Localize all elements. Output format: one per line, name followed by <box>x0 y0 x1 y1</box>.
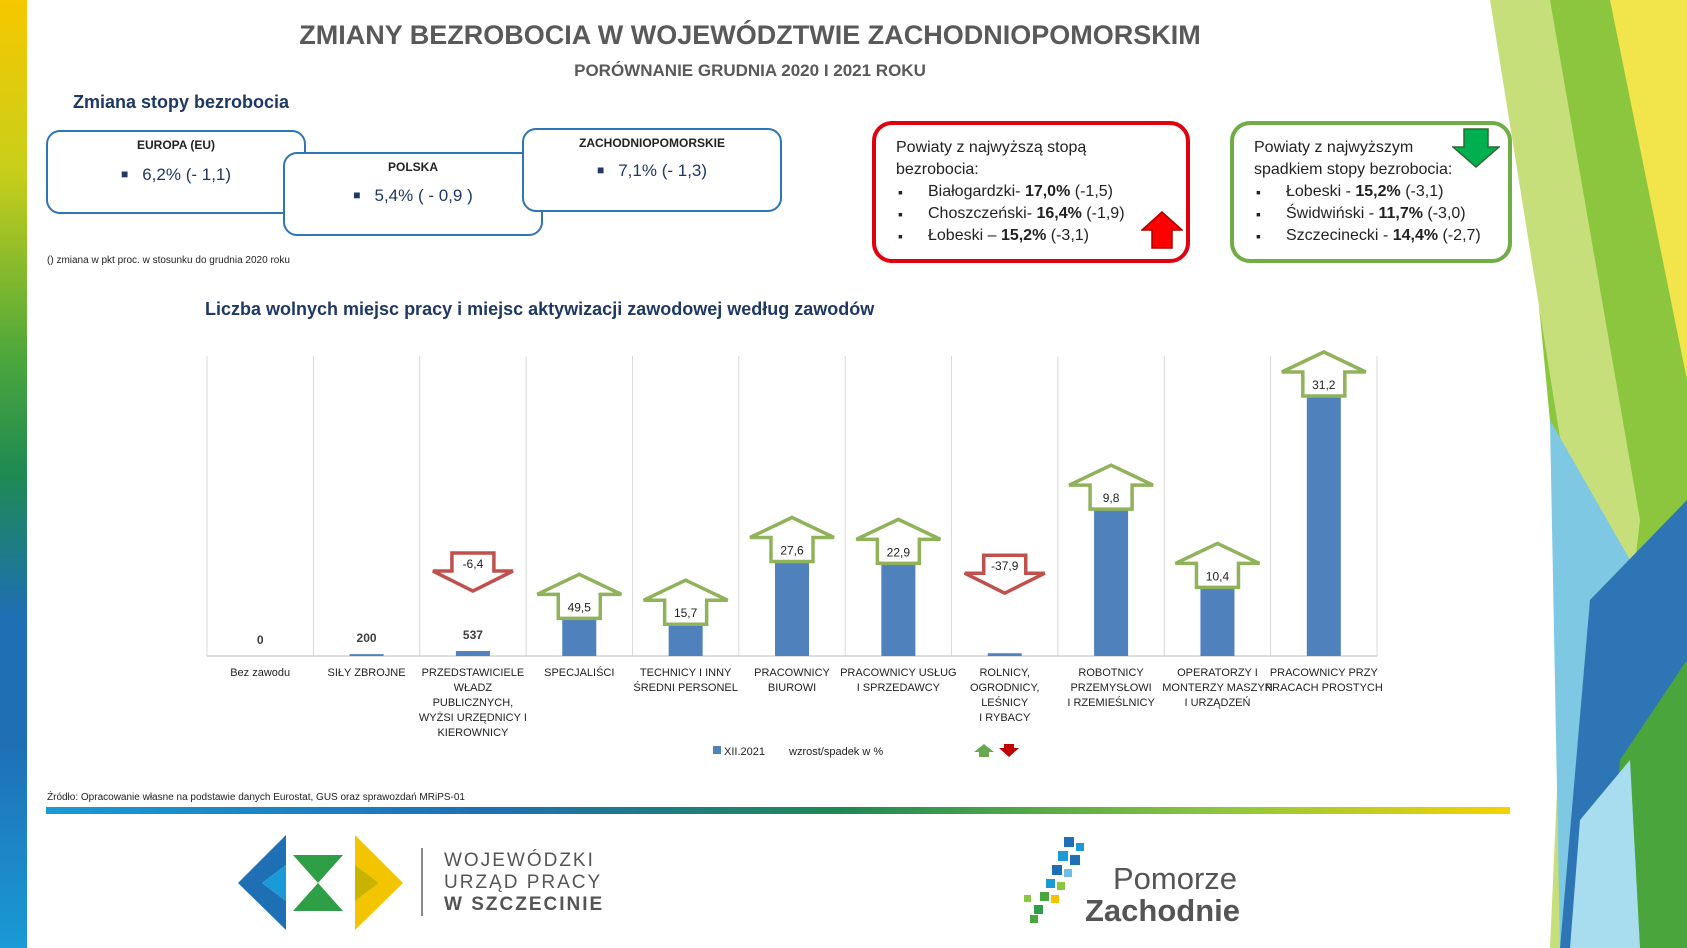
region-value: 7,1% (- 1,3) <box>618 161 708 180</box>
source-note: Źródło: Opracowanie własne na podstawie danych Eurostat, GUS oraz sprawozdań MRiPS-01 <box>47 792 465 803</box>
wup-line3a: W <box>444 894 464 915</box>
wup-logo-text <box>444 850 604 916</box>
legend-change-label: wzrost/spadek w % <box>789 746 884 758</box>
poland-label: POLSKA <box>387 160 438 174</box>
change-label: 10,4 <box>1205 569 1230 584</box>
bar <box>988 653 1022 656</box>
bar <box>1200 579 1234 656</box>
county-change: (-3,1) <box>1400 183 1444 200</box>
category-label: PRACOWNICY PRZY <box>1269 667 1378 679</box>
category-label: SPECJALIŚCI <box>544 667 615 679</box>
change-label: 49,5 <box>567 600 591 615</box>
region-label: ZACHODNIOPOMORSKIE <box>578 136 725 150</box>
bar <box>456 651 490 656</box>
bar <box>1094 501 1128 656</box>
highest-title-line2: bezrobocia: <box>896 161 979 178</box>
bar <box>881 555 915 656</box>
category-label: PRZEDSTAWICIELE <box>421 667 525 679</box>
legend-down-arrow-icon <box>999 744 1019 757</box>
category-label: SIŁY ZBROJNE <box>327 667 406 679</box>
bar <box>1307 380 1341 656</box>
bar <box>350 654 384 656</box>
category-label: PRZEMYSŁOWI <box>1070 682 1152 694</box>
change-label: 22,9 <box>886 545 911 560</box>
pz-line2: Zachodnie <box>1085 893 1241 928</box>
county-rate: 11,7% <box>1378 205 1423 222</box>
county-name: Świdwiński - <box>1286 205 1379 222</box>
county-name: Białogardzki- <box>928 183 1025 200</box>
europe-value: 6,2% (- 1,1) <box>142 165 232 184</box>
pomorze-zachodnie-logo-icon <box>1022 835 1092 930</box>
category-label: OPERATORZY I <box>1177 667 1258 679</box>
category-label: PRACOWNICY USŁUG <box>840 667 957 679</box>
category-label: I SPRZEDAWCY <box>856 682 941 694</box>
change-label: 27,6 <box>780 543 804 558</box>
county-change: (-2,7) <box>1438 227 1481 244</box>
change-label: 31,2 <box>1312 378 1336 392</box>
category-label: ROBOTNICY <box>1078 667 1144 679</box>
change-label: -37,9 <box>991 559 1019 574</box>
county-change: (-1,9) <box>1081 205 1125 222</box>
europe-label: EUROPA (EU) <box>137 138 215 152</box>
category-label: PRACOWNICY <box>754 667 830 679</box>
category-label: MONTERZY MASZYN <box>1162 682 1273 694</box>
category-label: ŚREDNI PERSONEL <box>633 682 738 694</box>
bar-value-label: 537 <box>462 628 483 643</box>
page-subtitle: PORÓWNANIE GRUDNIA 2020 I 2021 ROKU <box>574 61 926 80</box>
wup-line3b: SZCZECINIE <box>471 894 605 915</box>
category-label: I RZEMIEŚLNICY <box>1067 697 1155 709</box>
highest-title-line1: Powiaty z najwyższą stopą <box>896 139 1087 156</box>
category-label: ROLNICY, <box>979 667 1031 679</box>
pomorze-zachodnie-text <box>1085 863 1240 927</box>
county-name: Łobeski – <box>928 227 1001 244</box>
legend-series-label: XII.2021 <box>724 746 765 758</box>
bar <box>775 553 809 656</box>
county-rate: 16,4% <box>1036 205 1082 222</box>
category-label: LEŚNICY <box>981 697 1029 709</box>
category-label: Bez zawodu <box>230 667 291 679</box>
bar-value-label: 0 <box>256 633 264 647</box>
county-rate: 14,4% <box>1392 227 1439 244</box>
bullet-icon: ■ <box>596 163 605 177</box>
pz-line1: Pomorze <box>1113 861 1238 896</box>
county-rate: 17,0% <box>1024 183 1071 200</box>
wup-logo-icon <box>238 835 403 930</box>
legend-up-arrow-icon <box>974 744 994 757</box>
category-label: BIUROWI <box>767 682 817 694</box>
bullet-icon: ■ <box>120 167 129 181</box>
county-change: (-1,5) <box>1070 183 1113 200</box>
chart-title: Liczba wolnych miejsc pracy i miejsc aktywizacji zawodowej według zawodów <box>205 299 875 319</box>
decline-title-line1: Powiaty z najwyższym <box>1254 139 1414 156</box>
category-label: TECHNICY I INNY <box>639 667 732 679</box>
category-label: PRACACH PROSTYCH <box>1264 682 1383 694</box>
category-label: I URZĄDZEŃ <box>1184 697 1251 709</box>
change-label: -6,4 <box>462 557 484 572</box>
logo-divider <box>421 848 423 916</box>
wup-line2: URZĄD PRACY <box>444 872 603 893</box>
change-label: 9,8 <box>1102 491 1120 506</box>
county-change: (-3,0) <box>1422 205 1466 222</box>
county-name: Łobeski - <box>1286 183 1356 200</box>
decline-title-line2: spadkiem stopy bezrobocia: <box>1254 161 1453 178</box>
footer-gradient-line <box>46 807 1510 814</box>
county-name: Choszczeński- <box>928 205 1037 222</box>
county-rate: 15,2% <box>1355 183 1401 200</box>
county-change: (-3,1) <box>1046 227 1089 244</box>
poland-value: 5,4% ( - 0,9 ) <box>374 186 473 205</box>
category-label: WYŻSI URZĘDNICY I <box>418 712 527 724</box>
change-label: 15,7 <box>673 606 698 621</box>
legend-series-swatch <box>713 746 721 754</box>
county-rate: 15,2% <box>1000 227 1047 244</box>
county-name: Szczecinecki - <box>1286 227 1393 244</box>
wup-line1: WOJEWÓDZKI <box>444 850 595 871</box>
rates-section-title: Zmiana stopy bezrobocia <box>73 92 290 112</box>
category-label: OGRODNICY, <box>969 682 1040 694</box>
bar-value-label: 200 <box>356 631 377 646</box>
category-label: I RYBACY <box>979 712 1031 724</box>
category-label: WŁADZ <box>453 682 493 694</box>
bullet-icon: ■ <box>353 188 361 202</box>
wup-line3 <box>444 894 604 916</box>
page-title: ZMIANY BEZROBOCIA W WOJEWÓDZTWIE ZACHODNIOPOMORSKIM <box>299 20 1201 50</box>
category-label: PUBLICZNYCH, <box>432 697 514 709</box>
category-label: KIEROWNICY <box>437 727 509 739</box>
rates-footnote: () zmiana w pkt proc. w stosunku do grudnia 2020 roku <box>47 255 290 266</box>
